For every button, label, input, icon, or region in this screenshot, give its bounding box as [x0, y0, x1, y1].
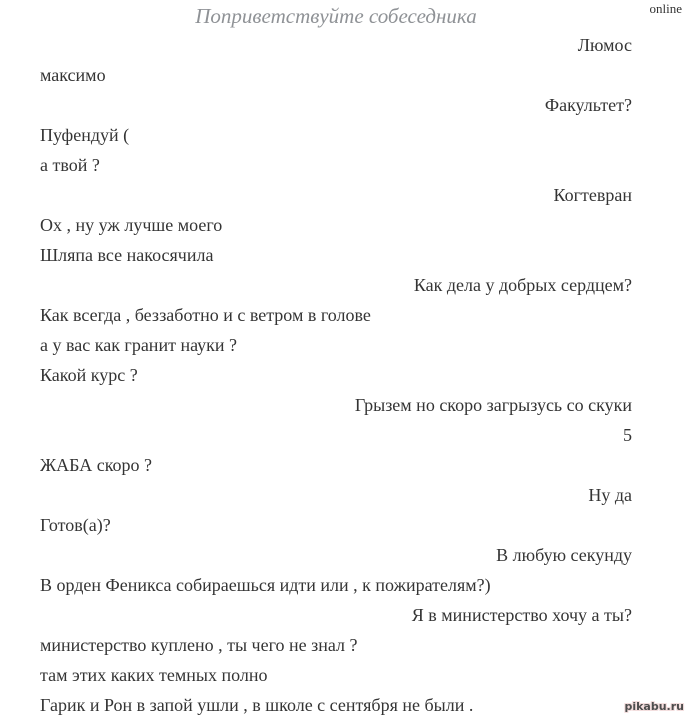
chat-message-right: В любую секунду	[496, 545, 632, 565]
chat-message-left: Готов(а)?	[40, 515, 111, 535]
pikabu-watermark: pikabu.ru	[624, 700, 684, 713]
message-list	[0, 30, 688, 720]
chat-message-right: Люмос	[577, 35, 632, 55]
chat-message-left: а твой ?	[40, 155, 100, 175]
chat-message-left: Гарик и Рон в запой ушли , в школе с сентября не были .	[40, 695, 474, 715]
online-status: online	[649, 1, 682, 16]
chat-message-right: Факультет?	[544, 95, 632, 115]
chat-message-left: максимо	[40, 65, 106, 85]
chat-message-left: а у вас как гранит науки ?	[40, 335, 238, 355]
chat-message-left: ЖАБА скоро ?	[40, 455, 153, 475]
chat-message-right: 5	[623, 425, 632, 445]
chat-header	[0, 0, 688, 30]
chat-message-left: министерство куплено , ты чего не знал ?	[40, 635, 358, 655]
chat-message-left: там этих каких темных полно	[40, 665, 268, 685]
chat-message-left: Какой курс ?	[40, 365, 138, 385]
chat-message-left: Шляпа все накосячила	[40, 245, 214, 265]
chat-message-right: Грызем но скоро загрызусь со скуки	[354, 395, 632, 415]
chat-message-right: Как дела у добрых сердцем?	[413, 275, 632, 295]
chat-message-right: Когтевран	[553, 185, 632, 205]
chat-header-title: Поприветствуйте собеседника	[195, 4, 477, 28]
chat-message-right: Ну да	[588, 485, 632, 505]
chat-message-left: Как всегда , беззаботно и с ветром в голове	[40, 305, 371, 325]
chat-message-left: Ох , ну уж лучше моего	[40, 215, 223, 235]
chat-message-right: Я в министерство хочу а ты?	[411, 605, 632, 625]
chat-message-left: В орден Феникса собираешься идти или , к пожирателям?)	[40, 575, 491, 595]
chat-message-left: Пуфендуй (	[40, 125, 130, 145]
